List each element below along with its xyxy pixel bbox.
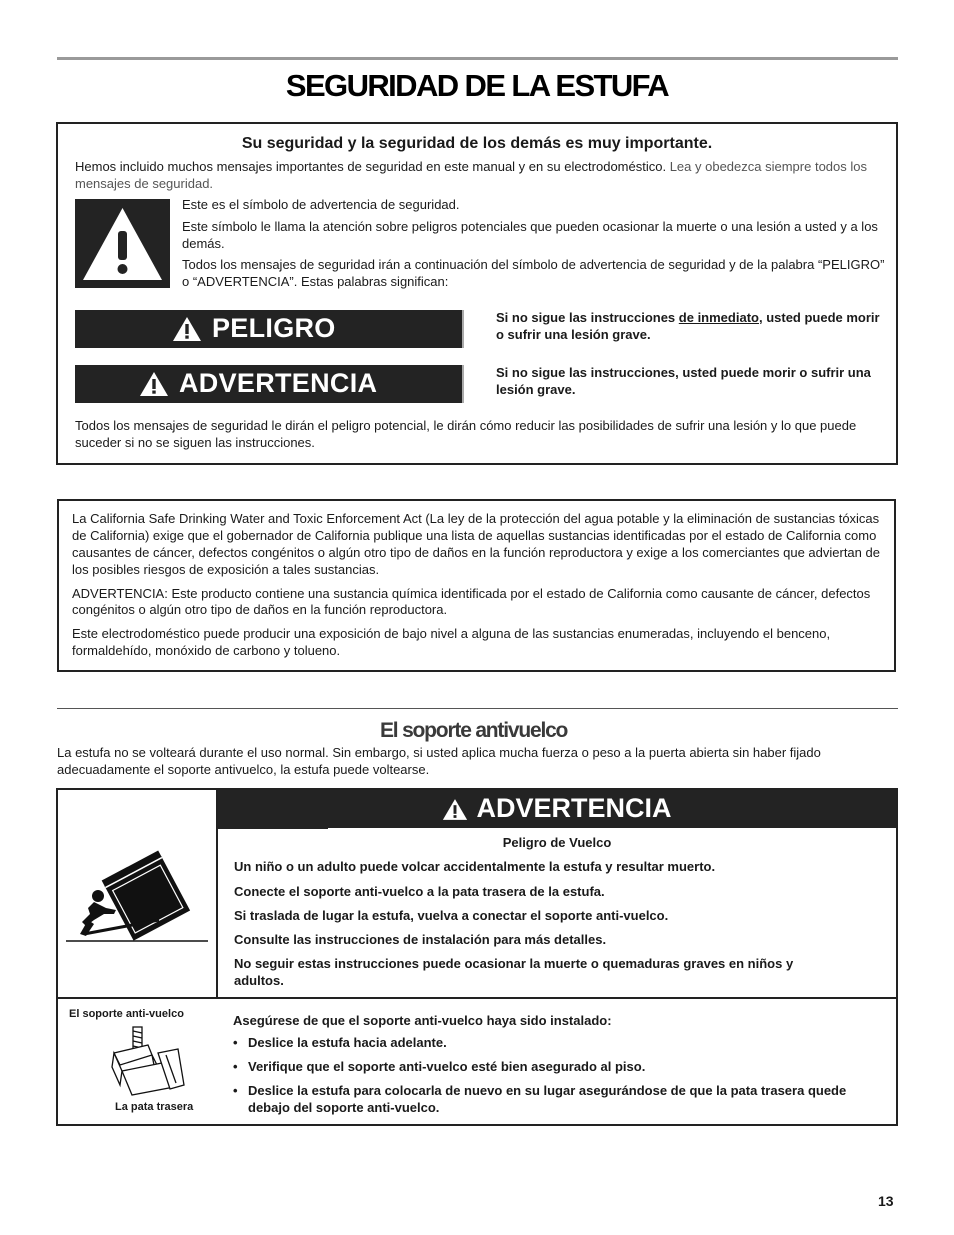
safety-intro-secondary: Lea y obedezca siempre todos los mensajes de seguridad.	[75, 159, 867, 191]
section-rule	[57, 708, 898, 709]
check-item: • Deslice la estufa para colocarla de nuevo en su lugar asegurándose de que la pata trasera quede debajo del soporte anti-vuelco.	[233, 1083, 858, 1117]
danger-desc-pre: Si no sigue las instrucciones	[496, 310, 679, 325]
safety-heading: Su seguridad y la seguridad de los demás es muy importante.	[241, 135, 713, 152]
hazard-title: Peligro de Vuelco	[502, 835, 612, 850]
danger-desc-underline: de inmediato	[678, 310, 759, 325]
warning-triangle-icon	[172, 316, 202, 342]
top-rule	[57, 57, 898, 60]
leg-label: La pata trasera	[115, 1101, 194, 1113]
hazard-line-2: Conecte el soporte anti-vuelco a la pata trasera de la estufa.	[234, 884, 605, 899]
warning-banner	[75, 365, 464, 403]
california-text	[72, 511, 886, 660]
page-number: 13	[878, 1193, 894, 1209]
danger-desc-post: , usted puede morir o sufrir una lesión grave.	[496, 310, 880, 342]
warning-triangle-icon	[442, 798, 468, 821]
symbol-line-1: Este es el símbolo de advertencia de seguridad.	[182, 197, 460, 212]
danger-label: PELIGRO	[212, 313, 336, 344]
anti-tip-heading: El soporte antivuelco	[380, 719, 568, 742]
anti-tip-warning-banner	[218, 790, 896, 828]
check-list	[233, 1035, 858, 1124]
symbol-line-3: Todos los mensajes de seguridad irán a continuación del símbolo de advertencia de seguridad y de la palabra “PELIGRO” o “ADVERTENCIA”. Estas palabras significan:	[182, 257, 885, 289]
check-title: Asegúrese de que el soporte anti-vuelco haya sido instalado:	[233, 1013, 612, 1028]
danger-banner	[75, 310, 464, 348]
tip-over-illustration	[64, 840, 210, 945]
california-paragraph-1: La California Safe Drinking Water and Toxic Enforcement Act (La ley de la protección del agua potable y la eliminación de sustancias tóxicas de California) exige que el gobernador de California publique una lista de aquellas sustancias identificadas por el estado de California como causantes de cáncer, defectos congénitos o algún otro tipo de daños en la función reproductora y exige a los comerciantes que adviertan de los posibles riesgos de exposición a tales sustancias.	[72, 511, 880, 577]
warning-description: Si no sigue las instrucciones, usted puede morir o sufrir una lesión grave.	[496, 365, 871, 397]
warning-label: ADVERTENCIA	[179, 368, 378, 399]
bracket-label: El soporte anti-vuelco	[69, 1008, 184, 1020]
anti-tip-warning-label: ADVERTENCIA	[476, 793, 672, 824]
anti-tip-divider-horizontal	[58, 997, 896, 999]
hazard-line-4: Consulte las instrucciones de instalación para más detalles.	[234, 932, 607, 947]
safety-intro	[75, 159, 887, 193]
safety-footer: Todos los mensajes de seguridad le dirán el peligro potencial, le dirán cómo reducir las posibilidades de sufrir una lesión y lo que puede suceder si no se siguen las instrucciones.	[75, 418, 857, 450]
anti-tip-intro: La estufa no se volteará durante el uso normal. Sin embargo, si usted aplica mucha fuerza o peso a la puerta abierta sin haber fijado adecuadamente el soporte antivuelco, la estufa puede voltearse.	[57, 745, 821, 777]
hazard-line-1: Un niño o un adulto puede volcar accidentalmente la estufa y resultar muerto.	[234, 859, 716, 874]
bracket-illustration	[108, 1025, 188, 1098]
check-item: • Deslice la estufa hacia adelante.	[233, 1035, 858, 1052]
california-paragraph-2: ADVERTENCIA: Este producto contiene una sustancia química identificada por el estado de California como causante de cáncer, defectos congénitos o algún otro tipo de daños en la función reproductora.	[72, 585, 871, 618]
danger-description	[496, 310, 886, 344]
banner-underline	[218, 827, 328, 829]
california-paragraph-3: Este electrodoméstico puede producir una exposición de bajo nivel a alguna de las sustancias enumeradas, incluyendo el benceno, formaldehído, monóxido de carbono y tolueno.	[72, 626, 831, 659]
check-item: • Verifique que el soporte anti-vuelco esté bien asegurado al piso.	[233, 1059, 858, 1076]
page-title: SEGURIDAD DE LA ESTUFA	[285, 68, 669, 103]
symbol-line-2: Este símbolo le llama la atención sobre peligros potenciales que pueden ocasionar la muerte o una lesión a usted y a los demás.	[182, 219, 878, 251]
safety-intro-main: Hemos incluido muchos mensajes importantes de seguridad en este manual y en su electrodoméstico.	[75, 159, 667, 174]
warning-triangle-icon	[139, 371, 169, 397]
safety-alert-symbol-icon	[75, 199, 170, 288]
hazard-line-3: Si traslada de lugar la estufa, vuelva a conectar el soporte anti-vuelco.	[234, 908, 669, 923]
hazard-line-5: No seguir estas instrucciones puede ocasionar la muerte o quemaduras graves en niños y adultos.	[234, 956, 794, 988]
